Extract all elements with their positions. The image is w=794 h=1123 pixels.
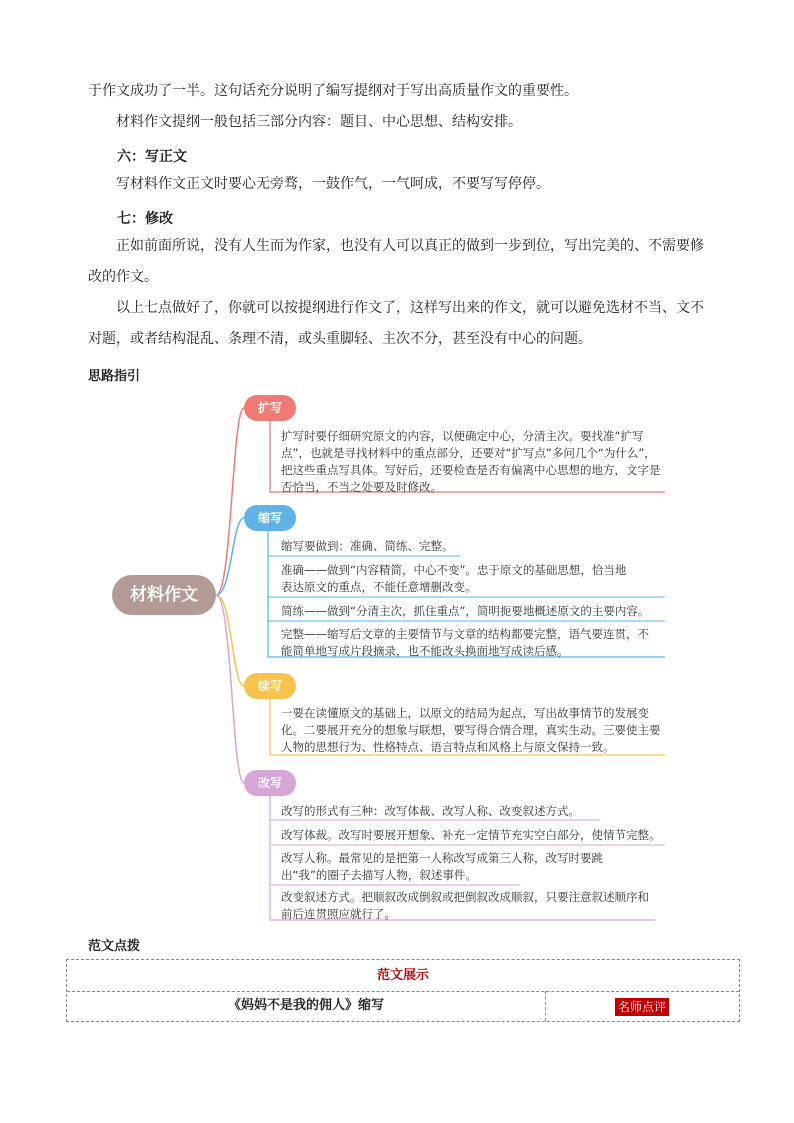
paragraph-4: 正如前面所说，没有人生而为作家，也没有人可以真正的做到一步到位，写出完美的、不需要修改的作文。 <box>88 238 704 285</box>
example-table <box>66 959 740 1022</box>
table-essay-title: 《妈妈不是我的佣人》缩写 <box>67 991 546 1021</box>
leaf-suoxie-3: 简练——做到“分清主次，抓住重点”，简明扼要地概述原文的主要内容。 <box>281 604 650 618</box>
leaf-gaixie-1: 改写的形式有三种：改写体裁、改写人称、改变叙述方式。 <box>281 804 580 818</box>
leaf-gaixie-4: 改变叙述方式。把顺叙改成倒叙或把倒叙改成顺叙，只要注意叙述顺序和前后连贯照应就行了。 <box>281 890 649 921</box>
connector-suoxie <box>216 518 244 595</box>
branch-tag-xuxie: 续写 <box>244 673 296 699</box>
paragraph-3: 写材料作文正文时要心无旁骛，一鼓作气，一气呵成，不要写写停停。 <box>116 176 550 192</box>
leaf-suoxie-4: 完整——缩写后文章的主要情节与文章的结构都要完整，语气要连贯，不能简单地写成片段摘录，也不能改头换面地写成读后感。 <box>281 627 649 658</box>
mindmap-center-node: 材料作文 <box>112 575 216 615</box>
heading-six: 六：写正文 <box>117 149 187 165</box>
branch-tag-kuoxie: 扩写 <box>244 395 296 421</box>
leaf-kuoxie-1: 扩写时要仔细研究原文的内容，以便确定中心，分清主次。要找准“扩写点”，也就是寻找材料中的重点部分，还要对“扩写点”多问几个“为什么”，把这些重点写具体。写好后，还要检查是否有偏离中心思想的地方，文字是否恰当，不当之处要及时修改。 <box>281 429 661 494</box>
branch-tag-gaixie: 改写 <box>244 770 296 796</box>
leaf-gaixie-3: 改写人称。最常见的是把第一人称改写成第三人称，改写时要跳出“我”的圈子去描写人物，叙述事件。 <box>281 851 603 882</box>
teacher-comment-badge: 名师点评 <box>615 998 669 1016</box>
heading-seven: 七：修改 <box>117 211 173 227</box>
table-header: 范文展示 <box>67 960 739 992</box>
section-title-example: 范文点拨 <box>88 939 141 954</box>
branch-tag-suoxie: 缩写 <box>244 505 296 531</box>
leaf-suoxie-1: 缩写要做到：准确、简练、完整。 <box>281 539 454 553</box>
paragraph-5: 以上七点做好了，你就可以按提纲进行作文了，这样写出来的作文，就可以避免选材不当、文不对题，或者结构混乱、条理不清，或头重脚轻、主次不分，甚至没有中心的问题。 <box>88 300 704 347</box>
leaf-gaixie-2: 改写体裁。改写时要展开想象、补充一定情节充实空白部分，使情节完整。 <box>281 828 661 842</box>
paragraph-1: 于作文成功了一半。这句话充分说明了编写提纲对于写出高质量作文的重要性。 <box>88 83 578 99</box>
leaf-xuxie-1: 一要在读懂原文的基础上，以原文的结局为起点，写出故事情节的发展变化。二要展开充分的想象与联想，要写得合情合理，真实生动。三要使主要人物的思想行为、性格特点、语言特点和风格上与原文保持一致。 <box>281 706 661 754</box>
leaf-suoxie-2: 准确——做到“内容精简，中心不变”。忠于原文的基础思想，恰当地表达原文的重点，不能任意增删改变。 <box>281 563 627 594</box>
connector-gaixie <box>216 595 244 783</box>
section-title-guide: 思路指引 <box>88 369 141 384</box>
paragraph-2: 材料作文提纲一般包括三部分内容：题目、中心思想、结构安排。 <box>116 114 522 130</box>
table-comment-cell <box>545 991 739 1021</box>
